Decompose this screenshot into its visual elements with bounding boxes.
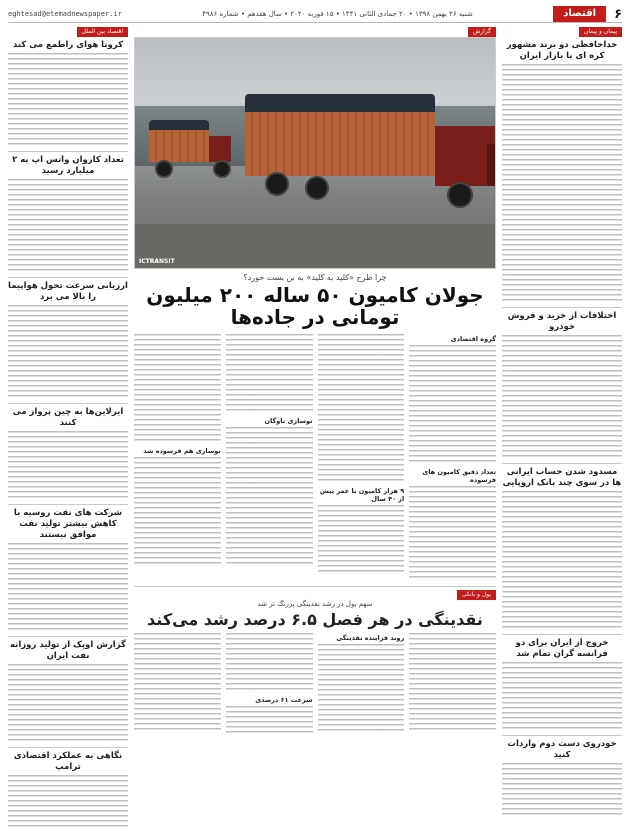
lower-headline: نقدینگی در هر فصل ۶.۵ درصد رشد می‌کند	[147, 610, 483, 629]
left-headline-4: ایرلاین‌ها به چین پرواز می کنند	[12, 407, 124, 428]
right-headline-5: خودروی دست دوم واردات کنید	[507, 739, 617, 760]
lower-subhead: روند فزاینده نقدینگی	[336, 634, 405, 642]
right-headline-2: اختلافات از خرید و فروش خودرو	[507, 311, 617, 332]
article-body	[502, 662, 622, 732]
left-headline-3: ارزیابی سرعت تحول هواپیما را بالا می برد	[8, 281, 128, 302]
left-column-label: اقتصاد بین الملل	[77, 27, 128, 37]
main-kicker: چرا طرح «کلید به کلید» به بن بست خورد؟	[243, 273, 387, 282]
site-url: eghtesad@etemadnewspaper.ir	[8, 10, 122, 18]
main-subhead: نوسازی ناوگان	[264, 417, 313, 425]
main-subhead: نوسازی هم فرسوده شد	[143, 447, 221, 455]
left-headline-2: تعداد کاروان واتس اپ به ۲ میلیارد رسید	[12, 155, 124, 176]
article-body	[502, 491, 622, 631]
right-headline-3: مسدود شدن حساب ایرانی ها در سوی چند بانک اروپایی	[502, 467, 622, 488]
lower-kicker: سهم پول در رشد نقدینگی پررنگ تر شد	[257, 600, 373, 608]
right-headline-4: خروج از ایران برای دو فرانسه گران تمام شد	[515, 638, 609, 659]
right-column-label: پیمان و پیمان	[579, 27, 622, 37]
main-subhead: گروه اقتصادی	[450, 335, 496, 343]
left-column	[8, 27, 128, 817]
right-headline-1: خداحافظی دو برند مشهور کره ای با بازار ایران	[506, 40, 618, 61]
section-badge: اقتصاد	[553, 6, 606, 22]
main-subhead: تعداد دقیق کامیون های فرسوده	[422, 468, 496, 484]
main-label: گزارش	[468, 27, 496, 37]
lower-subhead: سرعت ۶۱ درصدی	[255, 696, 313, 704]
article-body	[502, 335, 622, 460]
left-headline-7: نگاهی به عملکرد اقتصادی ترامپ	[13, 751, 123, 772]
left-headline-1: کرونا هوای راطمع می کند	[12, 40, 124, 50]
photo-watermark: ICTRANSIT	[139, 258, 175, 265]
left-headline-6: گزارش اوپک از تولید روزانه نفت ایران	[10, 640, 126, 661]
article-body	[502, 64, 622, 304]
main-story	[134, 27, 496, 817]
left-headline-5: شرکت های نفت روسیه با کاهش بیشتر تولید نفت موافق نیستند	[13, 508, 123, 540]
lower-label: پول و بانکی	[457, 590, 496, 600]
date-line: شنبه ۲۶ بهمن ۱۳۹۸ • ۲۰ جمادی الثانی ۱۴۴۱ • ۱۵ فوریه ۲۰۲۰ • سال هفدهم • شماره ۴۹۸۶	[202, 10, 473, 18]
main-headline: جولان کامیون ۵۰ ساله ۲۰۰ میلیون تومانی در جاده‌ها	[146, 283, 484, 329]
page-number: ۶	[614, 6, 622, 22]
lower-body	[134, 631, 496, 738]
right-column	[502, 27, 622, 817]
main-body	[134, 332, 496, 580]
article-body	[502, 763, 622, 818]
trucks-photo	[134, 37, 496, 269]
masthead	[8, 6, 622, 23]
main-subhead: ۹ هزار کامیون با عمر بیش از ۴۰ سال	[319, 487, 405, 503]
